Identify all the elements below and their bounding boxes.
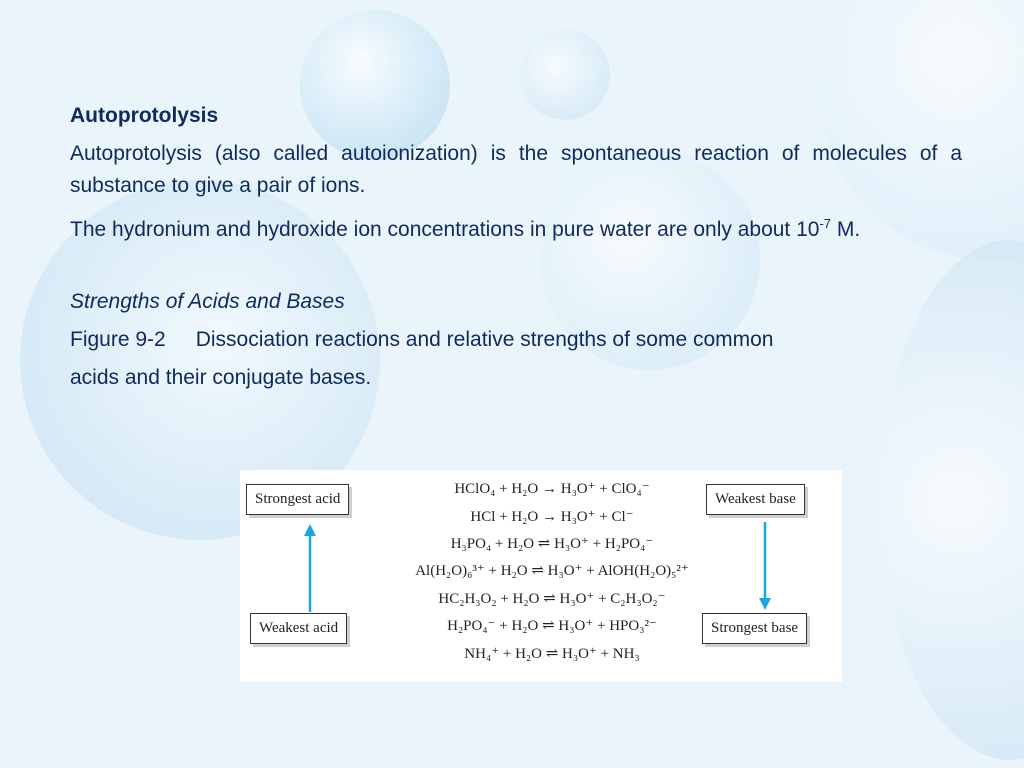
reaction-row: HC₂H₃O₂ + H₂O ⇌ H₃O⁺ + C₂H₃O₂⁻	[438, 591, 666, 607]
reaction-row: H₃PO₄ + H₂O ⇌ H₃O⁺ + H₂PO₄⁻	[450, 536, 654, 552]
concentration-text: The hydronium and hydroxide ion concentrations in pure water are only about 10	[70, 218, 820, 241]
section-subheading: Strengths of Acids and Bases	[70, 290, 345, 313]
reaction-row: Al(H₂O)₆³⁺ + H₂O ⇌ H₃O⁺ + AlOH(H₂O)₅²⁺	[415, 563, 689, 579]
slide-content	[70, 100, 962, 394]
figure-caption	[70, 324, 962, 356]
concentration-exponent: -7	[819, 216, 832, 231]
reaction-row: H₂PO₄⁻ + H₂O ⇌ H₃O⁺ + HPO₃²⁻	[447, 618, 657, 634]
concentration-paragraph	[70, 208, 962, 246]
acid-base-strength-figure	[240, 470, 842, 682]
figure-caption-line2: acids and their conjugate bases.	[70, 366, 372, 389]
concentration-unit: M.	[831, 218, 861, 241]
up-arrow-icon	[302, 522, 318, 612]
strongest-base-box: Strongest base	[702, 613, 807, 644]
reaction-row: HCl + H₂O → H₃O⁺ + Cl⁻	[470, 509, 634, 525]
definition-paragraph: Autoprotolysis (also called autoionization) is the spontaneous reaction of molecules of a substance to give a pair of ions.	[70, 142, 962, 197]
reaction-row: NH₄⁺ + H₂O ⇌ H₃O⁺ + NH₃	[464, 646, 640, 662]
weakest-base-box: Weakest base	[706, 484, 805, 515]
figure-label: Figure 9-2	[70, 328, 166, 351]
strongest-acid-box: Strongest acid	[246, 484, 349, 515]
down-arrow-icon	[757, 522, 773, 612]
slide-title: Autoprotolysis	[70, 104, 219, 127]
reaction-row: HClO₄ + H₂O → H₃O⁺ + ClO₄⁻	[454, 481, 650, 497]
figure-caption-text: Dissociation reactions and relative strengths of some common	[195, 328, 774, 351]
weakest-acid-box: Weakest acid	[250, 613, 347, 644]
